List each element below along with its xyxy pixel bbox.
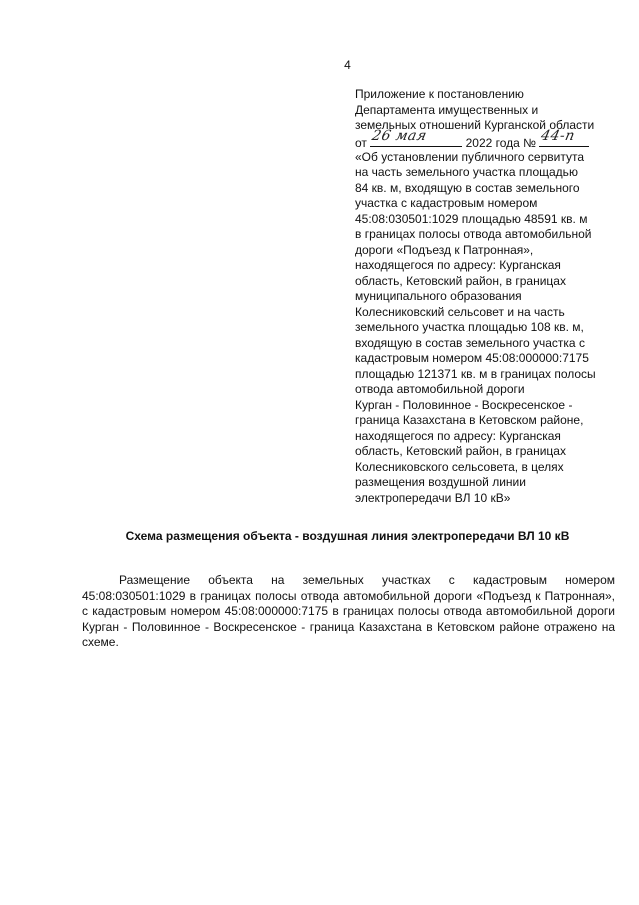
appendix-line: земельного участка площадью 108 кв. м, (355, 320, 584, 334)
section-heading: Схема размещения объекта - воздушная линия электропередачи ВЛ 10 кВ (125, 529, 570, 543)
appendix-line: муниципального образования (355, 289, 522, 303)
date-number-line (355, 127, 623, 150)
appendix-line: Департамента имущественных и (355, 102, 539, 117)
appendix-line: в границах полосы отвода автомобильной (355, 227, 592, 241)
appendix-line: 84 кв. м, входящую в состав земельного (355, 180, 580, 195)
appendix-line: 45:08:030501:1029 площадью 48591 кв. м (355, 211, 588, 226)
appendix-line: площадью 121371 кв. м в границах полосы (355, 366, 596, 381)
page-number: 4 (344, 58, 351, 72)
appendix-line: дороги «Подъезд к Патронная», (355, 242, 534, 257)
handwritten-date: 26 мая (370, 127, 429, 144)
appendix-line: отвода автомобильной дороги (355, 382, 525, 396)
year-text: 2022 года № (465, 135, 537, 150)
date-blank (370, 127, 462, 147)
appendix-line: кадастровым номером 45:08:000000:7175 (355, 351, 589, 365)
appendix-line: размещения воздушной линии (355, 475, 526, 489)
appendix-line: земельных отношений Курганской области (355, 118, 595, 132)
appendix-line: граница Казахстана в Кетовском районе, (355, 413, 584, 427)
appendix-line: Курган - Половинное - Воскресенское - (355, 397, 573, 412)
appendix-line: находящегося по адресу: Курганская (355, 428, 561, 443)
appendix-line: электропередачи ВЛ 10 кВ» (355, 490, 511, 505)
handwritten-number: 44-п (539, 127, 577, 144)
appendix-line: участка с кадастровым номером (355, 196, 538, 210)
date-prefix: от (355, 135, 367, 150)
appendix-line: входящую в состав земельного участка с (355, 335, 585, 350)
appendix-line: на часть земельного участка площадью (355, 165, 578, 179)
appendix-line: Приложение к постановлению (355, 87, 524, 101)
number-blank (539, 127, 589, 147)
appendix-line: область, Кетовский район, в границах (355, 444, 566, 458)
appendix-line: Колесниковского сельсовета, в целях (355, 459, 564, 474)
body-paragraph: Размещение объекта на земельных участках с кадастровым номером 45:08:030501:1029 в границах полосы отвода автомобильной дороги «Подъезд к Патронная», с кадастровым номером 45:08:000000:7175 в границах полосы отвода автомобильной дороги Курган - Половинное - Воскресенское - граница Казахстана в Кетовском районе отражено на схеме. (82, 573, 615, 649)
appendix-line: область, Кетовский район, в границах (355, 273, 566, 288)
appendix-line: «Об установлении публичного сервитута (355, 149, 584, 164)
appendix-block (355, 87, 623, 506)
appendix-line: Колесниковский сельсовет и на часть (355, 304, 565, 319)
appendix-line: находящегося по адресу: Курганская (355, 258, 561, 272)
